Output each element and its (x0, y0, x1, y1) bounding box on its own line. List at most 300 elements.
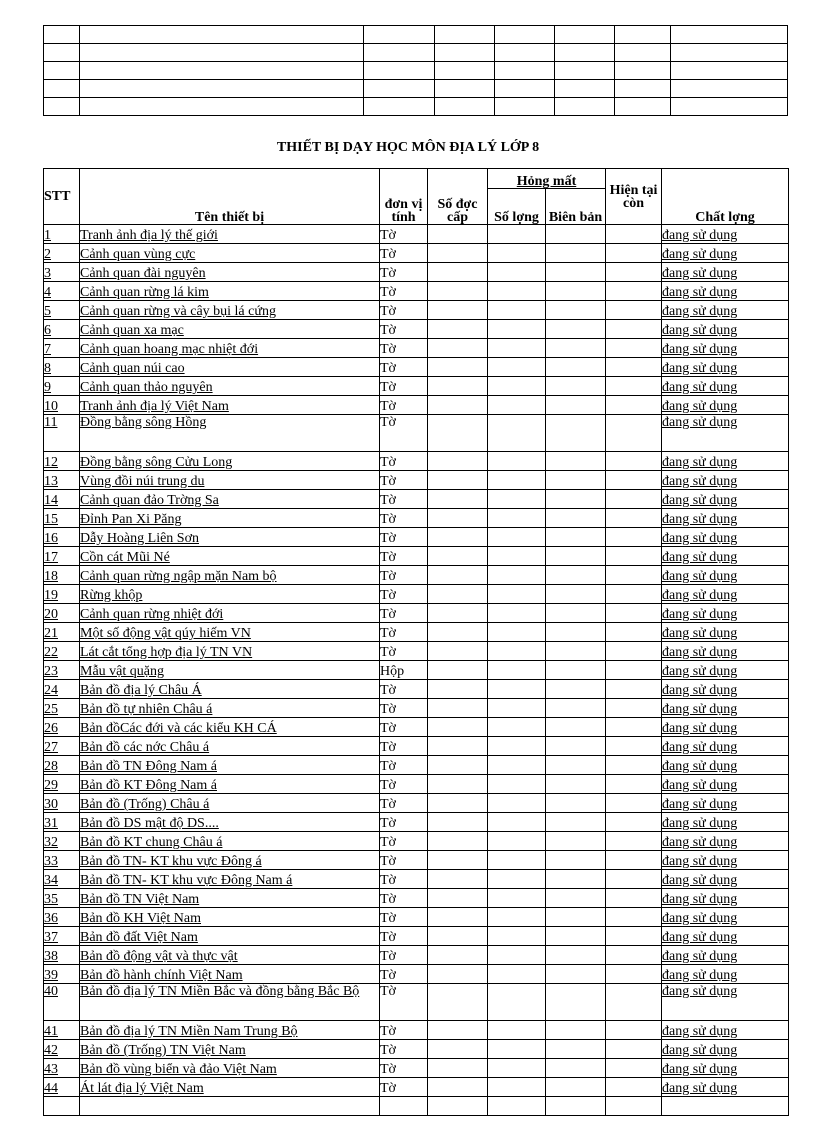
row-quality: đang sử dụng (662, 642, 789, 661)
row-name: Cảnh quan rừng ngập mặn Nam bộ (80, 566, 380, 585)
row-stt: 34 (44, 870, 80, 889)
row-supplied (428, 661, 488, 680)
row-name: Bản đồ TN Việt Nam (80, 889, 380, 908)
row-unit: Tờ (380, 1040, 428, 1059)
row-name: Đồng bằng sông Cửu Long (80, 452, 380, 471)
row-broken-record (546, 225, 606, 244)
row-quality: đang sử dụng (662, 775, 789, 794)
row-unit: Tờ (380, 1021, 428, 1040)
row-broken-record (546, 1040, 606, 1059)
row-stt: 23 (44, 661, 80, 680)
table-row (44, 623, 789, 642)
row-supplied (428, 718, 488, 737)
row-supplied (428, 1040, 488, 1059)
row-stt: 21 (44, 623, 80, 642)
table-row (44, 528, 789, 547)
row-quality: đang sử dụng (662, 225, 789, 244)
row-stt: 5 (44, 301, 80, 320)
row-quality: đang sử dụng (662, 396, 789, 415)
row-broken-record (546, 794, 606, 813)
table-row (44, 1078, 789, 1097)
row-name: Cảnh quan rừng lá kim (80, 282, 380, 301)
table-row (44, 927, 789, 946)
row-current (606, 509, 662, 528)
row-broken-count (488, 984, 546, 1021)
row-current (606, 1021, 662, 1040)
table-row (44, 737, 789, 756)
row-quality: đang sử dụng (662, 927, 789, 946)
row-name: Cảnh quan đài nguyên (80, 263, 380, 282)
row-current (606, 490, 662, 509)
row-unit: Tờ (380, 642, 428, 661)
row-supplied (428, 301, 488, 320)
row-broken-record (546, 452, 606, 471)
row-stt: 12 (44, 452, 80, 471)
row-stt: 41 (44, 1021, 80, 1040)
row-broken-count (488, 908, 546, 927)
row-unit: Tờ (380, 320, 428, 339)
row-quality: đang sử dụng (662, 509, 789, 528)
empty-cell (606, 1097, 662, 1116)
row-broken-count (488, 775, 546, 794)
row-stt: 18 (44, 566, 80, 585)
row-unit: Tờ (380, 794, 428, 813)
row-current (606, 282, 662, 301)
row-stt: 11 (44, 415, 80, 452)
row-stt: 37 (44, 927, 80, 946)
row-broken-count (488, 965, 546, 984)
row-current (606, 396, 662, 415)
row-current (606, 244, 662, 263)
row-supplied (428, 851, 488, 870)
row-current (606, 794, 662, 813)
row-current (606, 225, 662, 244)
row-stt: 42 (44, 1040, 80, 1059)
row-current (606, 927, 662, 946)
row-stt: 1 (44, 225, 80, 244)
table-row (44, 1021, 789, 1040)
empty-cell (380, 1097, 428, 1116)
row-name: Bản đồ KT Đông Nam á (80, 775, 380, 794)
row-name: Một số động vật qúy hiếm VN (80, 623, 380, 642)
row-current (606, 756, 662, 775)
row-broken-count (488, 263, 546, 282)
row-broken-record (546, 851, 606, 870)
row-broken-count (488, 889, 546, 908)
row-current (606, 585, 662, 604)
header-name: Tên thiết bị (80, 169, 380, 225)
table-row (44, 585, 789, 604)
row-name: Lát cắt tổng hợp địa lý TN VN (80, 642, 380, 661)
row-current (606, 604, 662, 623)
row-broken-count (488, 832, 546, 851)
row-supplied (428, 813, 488, 832)
top-empty-table (43, 25, 788, 116)
row-quality: đang sử dụng (662, 282, 789, 301)
row-name: Cảnh quan hoang mạc nhiệt đới (80, 339, 380, 358)
row-supplied (428, 1021, 488, 1040)
row-name: Bản đồ các nớc Châu á (80, 737, 380, 756)
row-quality: đang sử dụng (662, 965, 789, 984)
row-current (606, 699, 662, 718)
row-broken-count (488, 699, 546, 718)
row-broken-count (488, 471, 546, 490)
row-broken-count (488, 1078, 546, 1097)
header-unit: đơn vị tính (380, 169, 428, 225)
row-unit: Tờ (380, 718, 428, 737)
row-unit: Tờ (380, 358, 428, 377)
table-row (44, 718, 789, 737)
row-current (606, 851, 662, 870)
row-stt: 4 (44, 282, 80, 301)
row-quality: đang sử dụng (662, 528, 789, 547)
row-name: Bản đồCác đới và các kiểu KH CÁ (80, 718, 380, 737)
row-stt: 2 (44, 244, 80, 263)
table-row (44, 870, 789, 889)
row-broken-count (488, 509, 546, 528)
row-current (606, 965, 662, 984)
page-title: THIẾT BỊ DẠY HỌC MÔN ĐỊA LÝ LỚP 8 (276, 140, 540, 155)
row-broken-record (546, 965, 606, 984)
row-unit: Tờ (380, 528, 428, 547)
row-current (606, 415, 662, 452)
row-stt: 16 (44, 528, 80, 547)
row-quality: đang sử dụng (662, 490, 789, 509)
row-broken-record (546, 604, 606, 623)
row-broken-count (488, 756, 546, 775)
row-quality: đang sử dụng (662, 1078, 789, 1097)
row-broken-count (488, 452, 546, 471)
row-unit: Tờ (380, 339, 428, 358)
row-unit: Tờ (380, 509, 428, 528)
row-broken-record (546, 1059, 606, 1078)
row-stt: 38 (44, 946, 80, 965)
row-broken-record (546, 301, 606, 320)
row-broken-count (488, 415, 546, 452)
row-current (606, 775, 662, 794)
row-supplied (428, 984, 488, 1021)
row-quality: đang sử dụng (662, 984, 789, 1021)
row-broken-record (546, 509, 606, 528)
row-name: Đỉnh Pan Xi Păng (80, 509, 380, 528)
row-supplied (428, 528, 488, 547)
table-row (44, 965, 789, 984)
row-broken-record (546, 870, 606, 889)
row-name: Cảnh quan rừng nhiệt đới (80, 604, 380, 623)
row-broken-count (488, 547, 546, 566)
row-broken-record (546, 282, 606, 301)
row-name: Bản đồ KT chung Châu á (80, 832, 380, 851)
row-quality: đang sử dụng (662, 851, 789, 870)
row-name: Bản đồ (Trống) TN Việt Nam (80, 1040, 380, 1059)
row-broken-record (546, 471, 606, 490)
row-supplied (428, 263, 488, 282)
table-row (44, 946, 789, 965)
row-unit: Tờ (380, 756, 428, 775)
row-stt: 32 (44, 832, 80, 851)
row-broken-record (546, 263, 606, 282)
row-broken-count (488, 301, 546, 320)
row-current (606, 908, 662, 927)
row-current (606, 1040, 662, 1059)
row-broken-record (546, 756, 606, 775)
row-supplied (428, 965, 488, 984)
row-name: Bản đồ địa lý TN Miền Bắc và đồng bằng Bắc Bộ (80, 984, 380, 1021)
row-stt: 40 (44, 984, 80, 1021)
header-broken-count: Số lợng (488, 189, 546, 225)
row-supplied (428, 452, 488, 471)
row-current (606, 946, 662, 965)
row-name: Vùng đồi núi trung du (80, 471, 380, 490)
equipment-table (43, 168, 789, 1116)
row-broken-count (488, 244, 546, 263)
row-quality: đang sử dụng (662, 832, 789, 851)
row-supplied (428, 244, 488, 263)
header-broken: Hỏng mất (488, 169, 606, 189)
row-broken-record (546, 547, 606, 566)
row-supplied (428, 415, 488, 452)
row-quality: đang sử dụng (662, 301, 789, 320)
row-current (606, 301, 662, 320)
row-broken-count (488, 737, 546, 756)
row-stt: 10 (44, 396, 80, 415)
row-name: Bản đồ đất Việt Nam (80, 927, 380, 946)
row-quality: đang sử dụng (662, 566, 789, 585)
row-unit: Tờ (380, 471, 428, 490)
row-unit: Tờ (380, 737, 428, 756)
row-stt: 43 (44, 1059, 80, 1078)
row-quality: đang sử dụng (662, 737, 789, 756)
row-name: Tranh ảnh địa lý Việt Nam (80, 396, 380, 415)
table-row (44, 699, 789, 718)
table-row (44, 756, 789, 775)
table-row (44, 244, 789, 263)
row-name: Bản đồ tự nhiên Châu á (80, 699, 380, 718)
row-unit: Tờ (380, 415, 428, 452)
empty-cell (428, 1097, 488, 1116)
table-row (44, 680, 789, 699)
row-stt: 25 (44, 699, 80, 718)
row-quality: đang sử dụng (662, 415, 789, 452)
table-row (44, 889, 789, 908)
row-broken-record (546, 585, 606, 604)
row-broken-record (546, 566, 606, 585)
row-supplied (428, 225, 488, 244)
row-quality: đang sử dụng (662, 263, 789, 282)
row-name: Dẫy Hoàng Liên Sơn (80, 528, 380, 547)
table-row (44, 282, 789, 301)
row-current (606, 547, 662, 566)
row-current (606, 718, 662, 737)
row-supplied (428, 377, 488, 396)
row-quality: đang sử dụng (662, 244, 789, 263)
row-broken-record (546, 718, 606, 737)
table-row (44, 547, 789, 566)
row-stt: 9 (44, 377, 80, 396)
row-stt: 8 (44, 358, 80, 377)
row-unit: Tờ (380, 585, 428, 604)
row-unit: Tờ (380, 396, 428, 415)
row-broken-count (488, 225, 546, 244)
row-stt: 3 (44, 263, 80, 282)
row-name: Bản đồ TN Đông Nam á (80, 756, 380, 775)
row-unit: Tờ (380, 225, 428, 244)
row-name: Tranh ảnh địa lý thế giới (80, 225, 380, 244)
row-quality: đang sử dụng (662, 908, 789, 927)
row-quality: đang sử dụng (662, 471, 789, 490)
table-row (44, 851, 789, 870)
empty-cell (662, 1097, 789, 1116)
row-supplied (428, 1059, 488, 1078)
row-current (606, 339, 662, 358)
row-unit: Tờ (380, 1078, 428, 1097)
row-unit: Tờ (380, 851, 428, 870)
row-unit: Tờ (380, 775, 428, 794)
row-broken-record (546, 244, 606, 263)
row-broken-count (488, 490, 546, 509)
row-broken-count (488, 396, 546, 415)
row-supplied (428, 585, 488, 604)
row-stt: 6 (44, 320, 80, 339)
row-stt: 35 (44, 889, 80, 908)
row-broken-count (488, 680, 546, 699)
row-quality: đang sử dụng (662, 452, 789, 471)
row-supplied (428, 699, 488, 718)
row-stt: 28 (44, 756, 80, 775)
row-broken-record (546, 813, 606, 832)
row-broken-record (546, 737, 606, 756)
row-supplied (428, 946, 488, 965)
row-broken-record (546, 377, 606, 396)
table-row (44, 661, 789, 680)
row-unit: Tờ (380, 908, 428, 927)
row-quality: đang sử dụng (662, 718, 789, 737)
row-quality: đang sử dụng (662, 339, 789, 358)
row-broken-record (546, 908, 606, 927)
row-stt: 24 (44, 680, 80, 699)
row-name: Đồng bằng sông Hồng (80, 415, 380, 452)
row-broken-record (546, 699, 606, 718)
row-name: Cảnh quan núi cao (80, 358, 380, 377)
row-broken-record (546, 490, 606, 509)
row-unit: Tờ (380, 680, 428, 699)
header-stt: STT (44, 169, 80, 225)
row-stt: 7 (44, 339, 80, 358)
header-quality: Chất lợng (662, 169, 789, 225)
row-name: Bản đồ vùng biển và đảo Việt Nam (80, 1059, 380, 1078)
row-quality: đang sử dụng (662, 699, 789, 718)
row-supplied (428, 832, 488, 851)
row-supplied (428, 927, 488, 946)
row-supplied (428, 870, 488, 889)
row-stt: 36 (44, 908, 80, 927)
row-quality: đang sử dụng (662, 889, 789, 908)
row-quality: đang sử dụng (662, 604, 789, 623)
row-stt: 22 (44, 642, 80, 661)
row-unit: Tờ (380, 699, 428, 718)
table-row (44, 396, 789, 415)
row-broken-record (546, 1021, 606, 1040)
row-name: Bản đồ KH Việt Nam (80, 908, 380, 927)
row-broken-count (488, 1040, 546, 1059)
row-broken-count (488, 623, 546, 642)
row-broken-record (546, 396, 606, 415)
row-unit: Tờ (380, 946, 428, 965)
row-unit: Tờ (380, 870, 428, 889)
row-broken-count (488, 604, 546, 623)
header-broken-record: Biên bản (546, 189, 606, 225)
row-name: Bản đồ TN- KT khu vực Đông á (80, 851, 380, 870)
row-broken-count (488, 585, 546, 604)
row-supplied (428, 566, 488, 585)
row-current (606, 320, 662, 339)
row-quality: đang sử dụng (662, 756, 789, 775)
row-broken-count (488, 661, 546, 680)
row-broken-record (546, 775, 606, 794)
row-broken-count (488, 528, 546, 547)
row-stt: 39 (44, 965, 80, 984)
row-quality: đang sử dụng (662, 661, 789, 680)
row-quality: đang sử dụng (662, 1059, 789, 1078)
row-current (606, 889, 662, 908)
table-row (44, 301, 789, 320)
row-current (606, 566, 662, 585)
row-supplied (428, 680, 488, 699)
row-broken-count (488, 794, 546, 813)
row-current (606, 528, 662, 547)
table-row (44, 320, 789, 339)
row-name: Bản đồ địa lý Châu Á (80, 680, 380, 699)
row-quality: đang sử dụng (662, 623, 789, 642)
row-current (606, 452, 662, 471)
row-broken-count (488, 813, 546, 832)
row-supplied (428, 320, 488, 339)
row-current (606, 661, 662, 680)
row-broken-record (546, 946, 606, 965)
row-unit: Tờ (380, 965, 428, 984)
row-name: Cồn cát Mũi Né (80, 547, 380, 566)
row-quality: đang sử dụng (662, 946, 789, 965)
row-broken-count (488, 339, 546, 358)
row-quality: đang sử dụng (662, 813, 789, 832)
table-row (44, 490, 789, 509)
header-supplied: Số đợc cấp (428, 169, 488, 225)
row-unit: Hộp (380, 661, 428, 680)
row-unit: Tờ (380, 623, 428, 642)
row-current (606, 984, 662, 1021)
row-broken-count (488, 377, 546, 396)
empty-cell (44, 1097, 80, 1116)
row-unit: Tờ (380, 377, 428, 396)
row-current (606, 680, 662, 699)
table-row (44, 263, 789, 282)
row-quality: đang sử dụng (662, 585, 789, 604)
row-stt: 31 (44, 813, 80, 832)
row-current (606, 471, 662, 490)
table-row (44, 339, 789, 358)
row-stt: 15 (44, 509, 80, 528)
table-row (44, 642, 789, 661)
row-current (606, 813, 662, 832)
row-quality: đang sử dụng (662, 547, 789, 566)
row-unit: Tờ (380, 984, 428, 1021)
row-supplied (428, 490, 488, 509)
row-unit: Tờ (380, 832, 428, 851)
row-name: Bản đồ hành chính Việt Nam (80, 965, 380, 984)
row-broken-count (488, 851, 546, 870)
row-name: Cảnh quan vùng cực (80, 244, 380, 263)
row-unit: Tờ (380, 566, 428, 585)
